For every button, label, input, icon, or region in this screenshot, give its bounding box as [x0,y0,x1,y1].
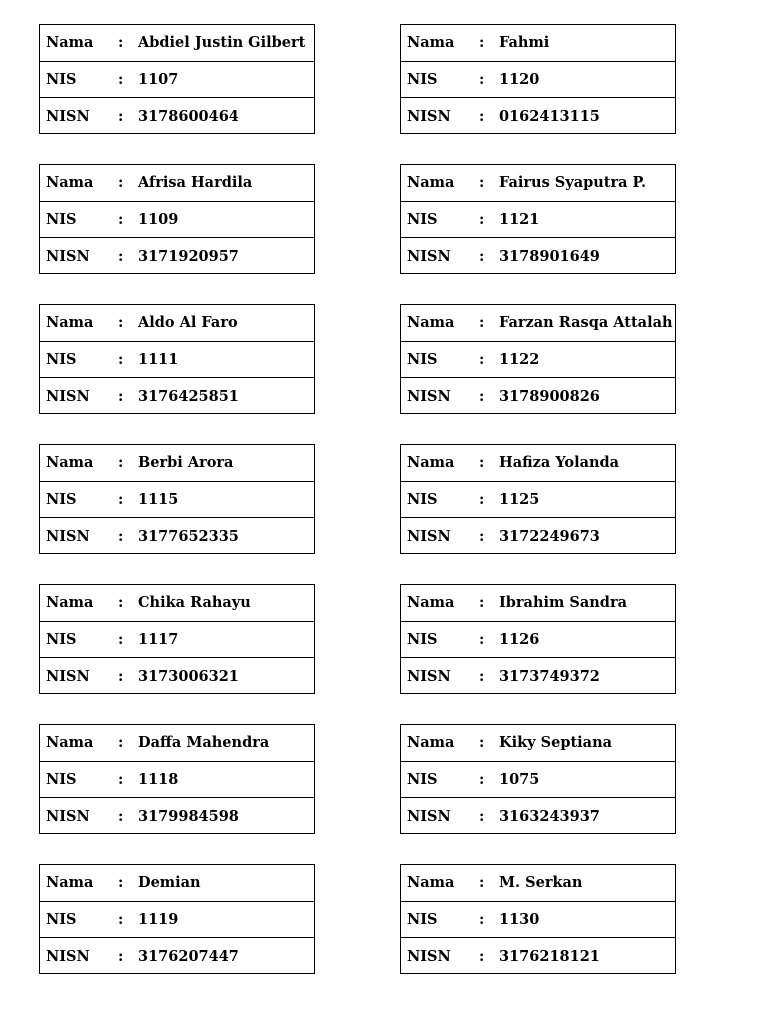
separator: : [479,770,485,788]
nis-value: 1119 [138,910,179,928]
student-card [39,304,315,414]
student-card [400,24,676,134]
nis-value: 1126 [499,630,540,648]
nisn-value: 3173749372 [499,668,600,686]
nis-label: NIS [46,70,77,88]
separator: : [118,630,124,648]
nisn-row [40,238,314,275]
nis-row [40,342,314,379]
nis-row [401,762,675,799]
nisn-value: 3163243937 [499,808,600,826]
separator: : [118,770,124,788]
separator: : [118,174,124,192]
student-card [400,444,676,554]
nama-label: Nama [46,734,94,752]
separator: : [118,388,124,406]
separator: : [118,70,124,88]
nama-label: Nama [46,34,94,52]
separator: : [479,630,485,648]
student-card [400,584,676,694]
nama-row [40,305,314,342]
nisn-value: 3178901649 [499,248,600,266]
nama-row [40,25,314,62]
nama-row [40,725,314,762]
nis-row [40,902,314,939]
nisn-value: 3178900826 [499,388,600,406]
nisn-label: NISN [46,668,90,686]
nisn-label: NISN [46,808,90,826]
nisn-label: NISN [407,948,451,966]
nis-value: 1130 [499,910,540,928]
separator: : [479,454,485,472]
nis-row [40,762,314,799]
nisn-value: 3178600464 [138,108,239,126]
nis-row [401,902,675,939]
nisn-value: 3176425851 [138,388,239,406]
student-card [400,304,676,414]
nis-label: NIS [407,210,438,228]
nisn-row [401,658,675,695]
nama-row [40,165,314,202]
separator: : [118,808,124,826]
nama-value: Ibrahim Sandra [499,594,627,612]
nis-label: NIS [407,350,438,368]
nama-label: Nama [407,454,455,472]
student-card [400,724,676,834]
nama-row [401,725,675,762]
nis-row [40,62,314,99]
separator: : [118,314,124,332]
nama-value: Aldo Al Faro [138,314,238,332]
nis-row [401,622,675,659]
nisn-label: NISN [407,388,451,406]
nis-label: NIS [407,630,438,648]
nama-label: Nama [46,314,94,332]
separator: : [479,948,485,966]
nis-label: NIS [46,910,77,928]
nis-row [401,62,675,99]
nis-label: NIS [46,350,77,368]
nis-label: NIS [407,910,438,928]
nisn-value: 3172249673 [499,528,600,546]
nama-row [40,865,314,902]
nisn-row [40,798,314,835]
separator: : [479,490,485,508]
nama-row [401,865,675,902]
student-card [39,24,315,134]
separator: : [479,910,485,928]
nis-value: 1121 [499,210,540,228]
nama-value: Daffa Mahendra [138,734,270,752]
nisn-label: NISN [407,108,451,126]
nisn-label: NISN [46,108,90,126]
nis-label: NIS [46,490,77,508]
nisn-row [40,518,314,555]
nisn-label: NISN [407,528,451,546]
nisn-label: NISN [46,388,90,406]
nisn-row [40,98,314,135]
student-card [39,444,315,554]
separator: : [118,490,124,508]
nisn-value: 3173006321 [138,668,239,686]
nis-value: 1115 [138,490,179,508]
nisn-label: NISN [407,248,451,266]
nis-row [401,342,675,379]
separator: : [118,454,124,472]
separator: : [118,108,124,126]
separator: : [118,210,124,228]
separator: : [479,594,485,612]
nisn-row [401,938,675,975]
nisn-value: 3171920957 [138,248,239,266]
separator: : [479,734,485,752]
nis-value: 1125 [499,490,540,508]
nama-label: Nama [46,454,94,472]
nama-label: Nama [407,734,455,752]
nama-value: M. Serkan [499,874,583,892]
nisn-label: NISN [46,528,90,546]
nis-row [40,622,314,659]
nisn-value: 3179984598 [138,808,239,826]
separator: : [479,174,485,192]
nis-value: 1109 [138,210,179,228]
separator: : [118,668,124,686]
nisn-row [40,938,314,975]
separator: : [479,248,485,266]
separator: : [479,350,485,368]
nama-label: Nama [407,874,455,892]
nisn-label: NISN [407,668,451,686]
separator: : [479,34,485,52]
separator: : [479,108,485,126]
nama-row [401,305,675,342]
student-card [39,724,315,834]
nama-label: Nama [407,314,455,332]
nis-value: 1117 [138,630,179,648]
separator: : [118,594,124,612]
nis-row [401,202,675,239]
nama-row [401,445,675,482]
nama-value: Berbi Arora [138,454,234,472]
nis-label: NIS [407,70,438,88]
separator: : [118,948,124,966]
nama-label: Nama [46,174,94,192]
nisn-row [401,98,675,135]
nama-label: Nama [407,594,455,612]
separator: : [479,874,485,892]
separator: : [118,528,124,546]
nama-label: Nama [407,34,455,52]
nis-label: NIS [46,210,77,228]
nama-value: Farzan Rasqa Attalah [499,314,673,332]
nisn-row [401,378,675,415]
separator: : [118,874,124,892]
nama-value: Demian [138,874,201,892]
nis-value: 1111 [138,350,179,368]
nis-value: 1107 [138,70,179,88]
nama-value: Abdiel Justin Gilbert [138,34,306,52]
nisn-label: NISN [46,948,90,966]
student-card [39,864,315,974]
nisn-value: 3177652335 [138,528,239,546]
nis-label: NIS [407,490,438,508]
nis-value: 1118 [138,770,179,788]
nisn-row [40,378,314,415]
nisn-value: 0162413115 [499,108,600,126]
nisn-row [401,798,675,835]
nama-label: Nama [46,594,94,612]
nis-value: 1075 [499,770,540,788]
separator: : [118,734,124,752]
separator: : [118,34,124,52]
nisn-label: NISN [407,808,451,826]
nis-label: NIS [407,770,438,788]
separator: : [118,248,124,266]
nama-value: Kiky Septiana [499,734,613,752]
nama-label: Nama [407,174,455,192]
separator: : [479,808,485,826]
student-card [400,164,676,274]
nisn-label: NISN [46,248,90,266]
nama-value: Afrisa Hardila [138,174,253,192]
student-card [400,864,676,974]
nis-row [40,202,314,239]
separator: : [118,910,124,928]
nama-value: Fairus Syaputra P. [499,174,647,192]
nis-label: NIS [46,630,77,648]
separator: : [479,388,485,406]
separator: : [118,350,124,368]
nama-row [401,165,675,202]
nama-row [40,585,314,622]
nisn-value: 3176218121 [499,948,600,966]
nama-value: Chika Rahayu [138,594,251,612]
separator: : [479,668,485,686]
nama-value: Hafiza Yolanda [499,454,620,472]
nama-label: Nama [46,874,94,892]
nis-row [401,482,675,519]
nama-row [40,445,314,482]
student-card [39,584,315,694]
student-card [39,164,315,274]
nisn-value: 3176207447 [138,948,239,966]
nis-value: 1122 [499,350,540,368]
nisn-row [401,238,675,275]
nama-row [401,25,675,62]
separator: : [479,528,485,546]
separator: : [479,314,485,332]
nama-value: Fahmi [499,34,550,52]
nisn-row [401,518,675,555]
nis-row [40,482,314,519]
separator: : [479,70,485,88]
nama-row [401,585,675,622]
nis-label: NIS [46,770,77,788]
nisn-row [40,658,314,695]
nis-value: 1120 [499,70,540,88]
separator: : [479,210,485,228]
